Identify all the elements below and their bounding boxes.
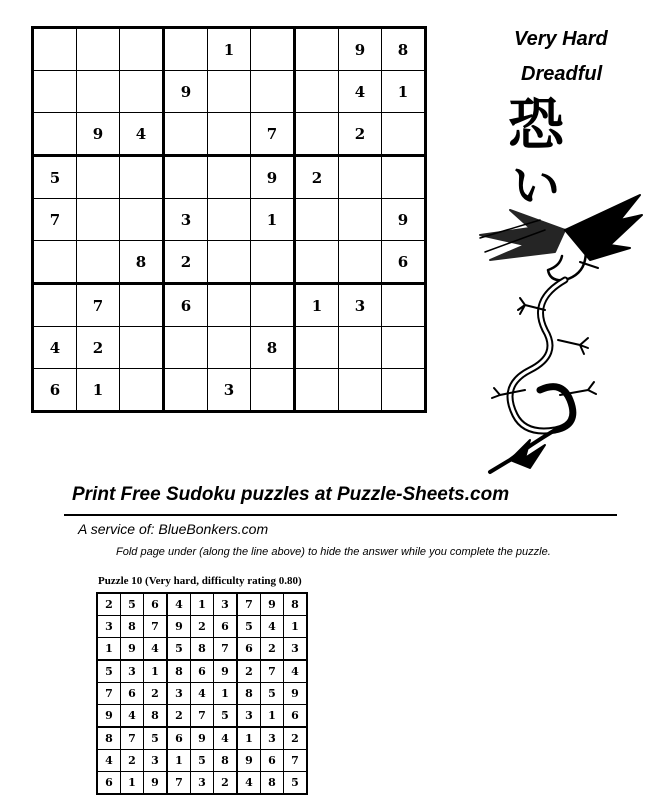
solution-cell: 7	[191, 705, 214, 728]
solution-cell: 2	[261, 638, 284, 661]
puzzle-cell	[33, 284, 77, 327]
difficulty-level: Very Hard	[514, 28, 608, 50]
solution-cell: 4	[191, 683, 214, 705]
solution-cell: 9	[237, 750, 261, 772]
solution-cell: 8	[214, 750, 238, 772]
puzzle-cell	[120, 284, 164, 327]
solution-cell: 7	[167, 772, 191, 795]
puzzle-cell	[120, 156, 164, 199]
puzzle-cell: 9	[339, 28, 382, 71]
solution-cell: 4	[144, 638, 168, 661]
solution-cell-row	[97, 638, 307, 661]
puzzle-cell	[120, 199, 164, 241]
dragon-illustration	[470, 190, 650, 475]
solution-cell: 6	[144, 593, 168, 616]
puzzle-cell-row	[33, 71, 426, 113]
puzzle-cell-row	[33, 199, 426, 241]
solution-cell: 5	[144, 727, 168, 750]
solution-cell: 7	[144, 616, 168, 638]
solution-cell: 5	[237, 616, 261, 638]
kana-character: い	[512, 158, 561, 214]
solution-cell-row	[97, 593, 307, 616]
solution-cell: 4	[261, 616, 284, 638]
solution-cell: 7	[284, 750, 308, 772]
solution-cell-row	[97, 727, 307, 750]
sudoku-puzzle-grid	[31, 26, 427, 413]
fold-line	[64, 514, 617, 516]
puzzle-cell	[120, 369, 164, 412]
solution-cell: 5	[121, 593, 144, 616]
solution-cell: 4	[214, 727, 238, 750]
solution-cell: 3	[261, 727, 284, 750]
puzzle-cell	[208, 327, 251, 369]
solution-cell: 2	[144, 683, 168, 705]
puzzle-cell	[208, 156, 251, 199]
solution-cell: 4	[121, 705, 144, 728]
solution-cell: 9	[121, 638, 144, 661]
puzzle-cell	[295, 241, 339, 284]
puzzle-cell: 5	[33, 156, 77, 199]
solution-cell: 2	[121, 750, 144, 772]
puzzle-cell	[339, 241, 382, 284]
solution-cell: 8	[237, 683, 261, 705]
solution-cell: 7	[237, 593, 261, 616]
puzzle-cell	[339, 327, 382, 369]
puzzle-cell: 2	[164, 241, 208, 284]
puzzle-cell	[33, 28, 77, 71]
puzzle-cell	[251, 241, 295, 284]
solution-cell: 4	[167, 593, 191, 616]
puzzle-cell	[251, 71, 295, 113]
puzzle-cell	[295, 28, 339, 71]
puzzle-cell: 1	[295, 284, 339, 327]
solution-cell: 9	[214, 660, 238, 683]
puzzle-cell	[208, 199, 251, 241]
solution-cell: 8	[97, 727, 121, 750]
puzzle-cell: 7	[77, 284, 120, 327]
solution-cell: 7	[97, 683, 121, 705]
solution-cell-row	[97, 660, 307, 683]
puzzle-cell	[251, 28, 295, 71]
puzzle-cell: 8	[382, 28, 426, 71]
puzzle-cell	[77, 71, 120, 113]
puzzle-cell	[77, 199, 120, 241]
difficulty-name: Dreadful	[521, 63, 603, 85]
solution-cell: 8	[191, 638, 214, 661]
solution-cell: 7	[214, 638, 238, 661]
solution-cell: 7	[261, 660, 284, 683]
solution-cell: 2	[237, 660, 261, 683]
puzzle-cell: 2	[339, 113, 382, 156]
puzzle-cell	[295, 369, 339, 412]
service-line	[78, 521, 268, 537]
puzzle-cell	[164, 28, 208, 71]
puzzle-cell: 2	[77, 327, 120, 369]
solution-cell: 8	[167, 660, 191, 683]
solution-cell: 9	[191, 727, 214, 750]
solution-cell: 3	[167, 683, 191, 705]
solution-cell: 4	[97, 750, 121, 772]
solution-cell-row	[97, 616, 307, 638]
solution-cell: 6	[214, 616, 238, 638]
puzzle-cell	[295, 113, 339, 156]
solution-cell: 8	[261, 772, 284, 795]
puzzle-cell-row	[33, 284, 426, 327]
solution-cell-row	[97, 683, 307, 705]
solution-cell: 1	[214, 683, 238, 705]
puzzle-cell: 4	[33, 327, 77, 369]
solution-cell: 5	[261, 683, 284, 705]
solution-cell: 7	[121, 727, 144, 750]
service-site: BlueBonkers.com	[158, 521, 269, 537]
solution-cell: 6	[284, 705, 308, 728]
solution-cell: 8	[121, 616, 144, 638]
puzzle-cell: 6	[164, 284, 208, 327]
puzzle-cell-row	[33, 156, 426, 199]
puzzle-cell	[164, 327, 208, 369]
puzzle-cell	[339, 369, 382, 412]
puzzle-cell	[33, 113, 77, 156]
puzzle-cell	[382, 113, 426, 156]
puzzle-cell	[382, 369, 426, 412]
puzzle-cell: 4	[339, 71, 382, 113]
puzzle-cell: 3	[208, 369, 251, 412]
solution-cell: 1	[261, 705, 284, 728]
puzzle-cell: 9	[382, 199, 426, 241]
solution-cell: 1	[237, 727, 261, 750]
puzzle-cell	[33, 71, 77, 113]
puzzle-cell: 7	[33, 199, 77, 241]
solution-cell: 2	[191, 616, 214, 638]
puzzle-cell	[339, 156, 382, 199]
solution-cell: 2	[97, 593, 121, 616]
puzzle-cell: 3	[164, 199, 208, 241]
solution-cell: 8	[144, 705, 168, 728]
puzzle-cell-row	[33, 241, 426, 284]
puzzle-cell	[208, 241, 251, 284]
fold-instructions: Fold page under (along the line above) to hide the answer while you complete the puzzle.	[116, 546, 551, 558]
puzzle-cell: 4	[120, 113, 164, 156]
puzzle-cell	[120, 327, 164, 369]
solution-cell: 3	[144, 750, 168, 772]
solution-cell: 6	[167, 727, 191, 750]
puzzle-cell: 3	[339, 284, 382, 327]
puzzle-cell: 1	[77, 369, 120, 412]
kanji-character: 恐	[508, 93, 564, 158]
puzzle-cell: 7	[251, 113, 295, 156]
puzzle-cell: 9	[77, 113, 120, 156]
puzzle-cell-row	[33, 28, 426, 71]
solution-cell: 3	[214, 593, 238, 616]
service-label: A service of:	[78, 521, 155, 537]
puzzle-cell	[120, 71, 164, 113]
puzzle-cell-row	[33, 327, 426, 369]
headline: Print Free Sudoku puzzles at Puzzle-Sheets.com	[72, 484, 510, 505]
solution-cell: 5	[191, 750, 214, 772]
solution-cell: 6	[261, 750, 284, 772]
solution-cell: 4	[284, 660, 308, 683]
puzzle-cell	[164, 113, 208, 156]
puzzle-cell	[295, 199, 339, 241]
solution-cell: 1	[97, 638, 121, 661]
puzzle-cell-row	[33, 113, 426, 156]
solution-cell: 9	[167, 616, 191, 638]
solution-cell: 3	[237, 705, 261, 728]
solution-cell: 9	[97, 705, 121, 728]
solution-cell: 5	[167, 638, 191, 661]
solution-cell: 1	[284, 616, 308, 638]
solution-cell: 1	[167, 750, 191, 772]
solution-cell: 8	[284, 593, 308, 616]
solution-cell-row	[97, 772, 307, 795]
puzzle-cell-row	[33, 369, 426, 412]
solution-cell: 6	[191, 660, 214, 683]
puzzle-cell	[77, 156, 120, 199]
puzzle-cell: 9	[251, 156, 295, 199]
puzzle-cell: 1	[208, 28, 251, 71]
solution-cell: 3	[97, 616, 121, 638]
solution-cell: 1	[121, 772, 144, 795]
solution-cell: 1	[144, 660, 168, 683]
solution-cell: 6	[97, 772, 121, 795]
puzzle-cell: 6	[33, 369, 77, 412]
puzzle-cell	[164, 156, 208, 199]
puzzle-cell: 2	[295, 156, 339, 199]
solution-cell: 6	[121, 683, 144, 705]
solution-cell: 2	[284, 727, 308, 750]
puzzle-cell	[382, 327, 426, 369]
puzzle-cell	[208, 71, 251, 113]
puzzle-cell	[295, 71, 339, 113]
puzzle-cell	[251, 284, 295, 327]
solution-cell: 3	[121, 660, 144, 683]
solution-cell: 5	[97, 660, 121, 683]
puzzle-cell	[164, 369, 208, 412]
solution-cell: 6	[237, 638, 261, 661]
puzzle-cell: 8	[120, 241, 164, 284]
solution-cell: 1	[191, 593, 214, 616]
solution-cell: 3	[284, 638, 308, 661]
solution-cell-row	[97, 750, 307, 772]
puzzle-cell	[208, 284, 251, 327]
solution-cell: 9	[284, 683, 308, 705]
puzzle-cell	[382, 284, 426, 327]
solution-cell: 5	[284, 772, 308, 795]
solution-cell: 9	[261, 593, 284, 616]
puzzle-cell	[33, 241, 77, 284]
puzzle-cell	[77, 28, 120, 71]
puzzle-cell	[120, 28, 164, 71]
solution-cell: 5	[214, 705, 238, 728]
puzzle-cell	[382, 156, 426, 199]
solution-cell-row	[97, 705, 307, 728]
puzzle-cell	[251, 369, 295, 412]
sudoku-solution-grid	[96, 592, 308, 795]
solution-cell: 9	[144, 772, 168, 795]
solution-cell: 4	[237, 772, 261, 795]
solution-cell: 3	[191, 772, 214, 795]
puzzle-cell	[295, 327, 339, 369]
puzzle-cell	[77, 241, 120, 284]
puzzle-cell: 1	[251, 199, 295, 241]
solution-title: Puzzle 10 (Very hard, difficulty rating 0.80)	[98, 575, 302, 587]
puzzle-cell	[339, 199, 382, 241]
solution-cell: 2	[214, 772, 238, 795]
puzzle-cell	[208, 113, 251, 156]
puzzle-cell: 8	[251, 327, 295, 369]
puzzle-cell: 1	[382, 71, 426, 113]
puzzle-cell: 9	[164, 71, 208, 113]
solution-cell: 2	[167, 705, 191, 728]
puzzle-cell: 6	[382, 241, 426, 284]
